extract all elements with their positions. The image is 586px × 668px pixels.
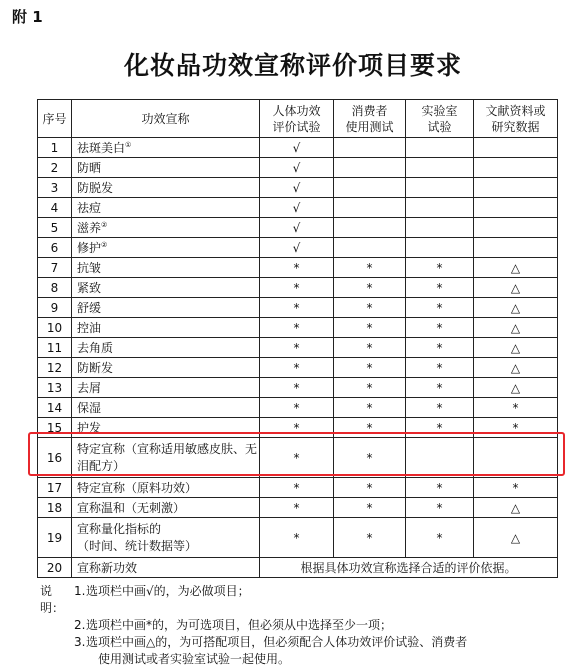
requirement-cell: * [260, 338, 334, 358]
claim-name-text: 特定宣称（宣称适用敏感皮肤、无泪配方） [77, 441, 258, 473]
claim-name-text: 祛斑美白 [77, 141, 126, 155]
claim-name-cell [72, 558, 260, 578]
requirement-cell: * [260, 478, 334, 498]
claim-name-text: 宣称量化指标的 （时间、统计数据等） [77, 521, 198, 553]
note-item [40, 617, 570, 634]
highlight-box [28, 432, 565, 476]
claim-name-cell [72, 518, 260, 558]
claim-name-cell [72, 478, 260, 498]
requirement-cell: * [406, 418, 474, 438]
claim-name-text: 去屑 [77, 381, 102, 395]
requirement-cell [474, 158, 558, 178]
claim-name-cell [72, 138, 260, 158]
requirement-cell [334, 238, 406, 258]
requirement-cell: * [334, 318, 406, 338]
notes-section [40, 583, 570, 668]
row-number-cell: 3 [38, 178, 72, 198]
requirement-cell: * [260, 258, 334, 278]
claim-name-cell [72, 318, 260, 338]
requirement-cell: * [334, 378, 406, 398]
footnote-marker: ② [101, 221, 108, 229]
requirement-cell: * [260, 318, 334, 338]
requirement-cell: * [406, 498, 474, 518]
table-row [38, 498, 558, 518]
requirement-cell: * [406, 278, 474, 298]
table-row [38, 258, 558, 278]
note-item [40, 583, 570, 617]
header-cell: 文献资料或 研究数据 [474, 100, 558, 138]
note-number: 2. [74, 618, 86, 632]
requirement-cell: * [260, 358, 334, 378]
row-number-cell: 18 [38, 498, 72, 518]
claim-name-cell [72, 158, 260, 178]
requirement-cell: √ [260, 138, 334, 158]
requirement-cell [406, 158, 474, 178]
requirement-cell: * [334, 298, 406, 318]
requirement-cell: △ [474, 358, 558, 378]
claim-name-text: 舒缓 [77, 301, 102, 315]
claim-name-text: 去角质 [77, 341, 114, 355]
requirement-cell [334, 158, 406, 178]
requirement-cell: △ [474, 318, 558, 338]
table-row [38, 478, 558, 498]
table-row [38, 518, 558, 558]
requirement-cell: △ [474, 278, 558, 298]
claim-name-text: 修护 [77, 241, 102, 255]
row-number-cell: 5 [38, 218, 72, 238]
claim-name-cell [72, 258, 260, 278]
table-row [38, 558, 558, 578]
note-item [40, 634, 570, 651]
note-text: 选项栏中画△的，为可搭配项目，但必须配合人体功效评价试验、消费者 [86, 635, 468, 649]
requirement-cell: △ [474, 378, 558, 398]
requirement-cell: * [334, 418, 406, 438]
requirement-cell [406, 178, 474, 198]
table-row [38, 138, 558, 158]
footnote-marker: ① [125, 141, 132, 149]
requirement-cell [406, 198, 474, 218]
note-text: 选项栏中画*的，为可选项目，但必须从中选择至少一项； [86, 618, 393, 632]
claim-name-cell [72, 338, 260, 358]
header-cell: 功效宣称 [72, 100, 260, 138]
requirement-cell: * [260, 418, 334, 438]
requirement-cell [474, 138, 558, 158]
claim-name-text: 滋养 [77, 221, 102, 235]
row-number-cell: 15 [38, 418, 72, 438]
requirement-cell [406, 238, 474, 258]
requirement-cell [406, 218, 474, 238]
requirement-cell: * [260, 378, 334, 398]
row-number-cell: 4 [38, 198, 72, 218]
claim-name-cell [72, 198, 260, 218]
claim-name-text: 防晒 [77, 161, 102, 175]
table-row [38, 198, 558, 218]
requirement-cell: * [406, 398, 474, 418]
requirement-cell: √ [260, 158, 334, 178]
row-number-cell: 10 [38, 318, 72, 338]
requirement-cell: * [406, 298, 474, 318]
claim-name-cell [72, 178, 260, 198]
requirement-cell: * [334, 338, 406, 358]
footnote-marker: ② [101, 241, 108, 249]
requirement-cell: √ [260, 218, 334, 238]
claim-name-text: 祛痘 [77, 201, 102, 215]
table-row [38, 378, 558, 398]
requirement-cell [474, 198, 558, 218]
requirement-cell [334, 138, 406, 158]
table-row [38, 218, 558, 238]
requirement-cell: * [260, 438, 334, 478]
claim-name-cell [72, 298, 260, 318]
attachment-label: 附 1 [12, 8, 43, 26]
row-number-cell: 20 [38, 558, 72, 578]
row-number-cell: 1 [38, 138, 72, 158]
note-number: 1. [74, 584, 86, 598]
requirement-cell: * [406, 338, 474, 358]
row-number-cell: 7 [38, 258, 72, 278]
requirement-cell: * [334, 438, 406, 478]
table-row [38, 278, 558, 298]
requirement-cell: * [406, 258, 474, 278]
requirement-cell [334, 198, 406, 218]
table-row [38, 318, 558, 338]
requirement-cell: * [406, 478, 474, 498]
claim-name-text: 紧致 [77, 281, 102, 295]
requirement-cell: * [334, 518, 406, 558]
requirement-cell: * [334, 498, 406, 518]
table-header-row [38, 100, 558, 138]
row-number-cell: 12 [38, 358, 72, 378]
requirement-cell: * [474, 398, 558, 418]
requirement-cell: * [334, 398, 406, 418]
requirement-cell: √ [260, 238, 334, 258]
claim-name-text: 宣称温和（无刺激） [77, 501, 186, 515]
requirement-cell [474, 238, 558, 258]
row-number-cell: 17 [38, 478, 72, 498]
claim-name-cell [72, 358, 260, 378]
requirement-cell: * [260, 518, 334, 558]
header-cell: 序号 [38, 100, 72, 138]
requirement-cell: △ [474, 258, 558, 278]
header-cell: 实验室 试验 [406, 100, 474, 138]
requirement-cell: √ [260, 178, 334, 198]
requirement-cell: * [474, 418, 558, 438]
note-number: 3. [74, 635, 86, 649]
row-number-cell: 8 [38, 278, 72, 298]
table-row [38, 398, 558, 418]
row-number-cell: 11 [38, 338, 72, 358]
row-number-cell: 9 [38, 298, 72, 318]
row-number-cell: 19 [38, 518, 72, 558]
merged-requirement-cell: 根据具体功效宣称选择合适的评价依据。 [260, 558, 558, 578]
requirement-cell: △ [474, 298, 558, 318]
table-row [38, 238, 558, 258]
header-cell: 消费者 使用测试 [334, 100, 406, 138]
table-row [38, 178, 558, 198]
note-text: 选项栏中画√的，为必做项目； [86, 584, 250, 598]
requirement-cell: * [260, 298, 334, 318]
claim-name-cell [72, 378, 260, 398]
requirement-cell: * [260, 398, 334, 418]
claim-name-cell [72, 278, 260, 298]
row-number-cell: 14 [38, 398, 72, 418]
claim-name-text: 防脱发 [77, 181, 114, 195]
claim-name-text: 抗皱 [77, 261, 102, 275]
requirement-cell [334, 218, 406, 238]
row-number-cell: 13 [38, 378, 72, 398]
requirement-cell: △ [474, 498, 558, 518]
requirement-cell: * [334, 278, 406, 298]
requirements-table [37, 99, 558, 578]
table-row [38, 338, 558, 358]
row-number-cell: 16 [38, 438, 72, 478]
page-title: 化妆品功效宣称评价项目要求 [123, 51, 462, 80]
claim-name-text: 特定宣称（原料功效） [77, 481, 198, 495]
table-row [38, 358, 558, 378]
table-row [38, 158, 558, 178]
requirement-cell: * [406, 378, 474, 398]
requirement-cell: * [334, 258, 406, 278]
claim-name-text: 控油 [77, 321, 102, 335]
row-number-cell: 2 [38, 158, 72, 178]
requirement-cell [474, 178, 558, 198]
claim-name-text: 护发 [77, 421, 102, 435]
requirement-cell [334, 178, 406, 198]
claim-name-cell [72, 398, 260, 418]
row-number-cell: 6 [38, 238, 72, 258]
notes-label: 说明： [40, 584, 65, 615]
claim-name-text: 保湿 [77, 401, 102, 415]
header-cell: 人体功效 评价试验 [260, 100, 334, 138]
claim-name-cell [72, 498, 260, 518]
requirement-cell: * [406, 358, 474, 378]
claim-name-text: 防断发 [77, 361, 114, 375]
requirement-cell: * [334, 478, 406, 498]
note-continuation: 使用测试或者实验室试验一起使用。 [98, 652, 291, 666]
claim-name-cell [72, 238, 260, 258]
requirement-cell: √ [260, 198, 334, 218]
claim-name-text: 宣称新功效 [77, 561, 138, 575]
claim-name-cell [72, 218, 260, 238]
requirement-cell: * [406, 518, 474, 558]
requirement-cell: △ [474, 338, 558, 358]
requirement-cell [406, 138, 474, 158]
requirement-cell: △ [474, 518, 558, 558]
requirement-cell: * [334, 358, 406, 378]
requirement-cell: * [260, 498, 334, 518]
table-row [38, 298, 558, 318]
requirement-cell: * [406, 318, 474, 338]
requirement-cell: * [474, 478, 558, 498]
requirement-cell [474, 218, 558, 238]
requirement-cell: * [260, 278, 334, 298]
